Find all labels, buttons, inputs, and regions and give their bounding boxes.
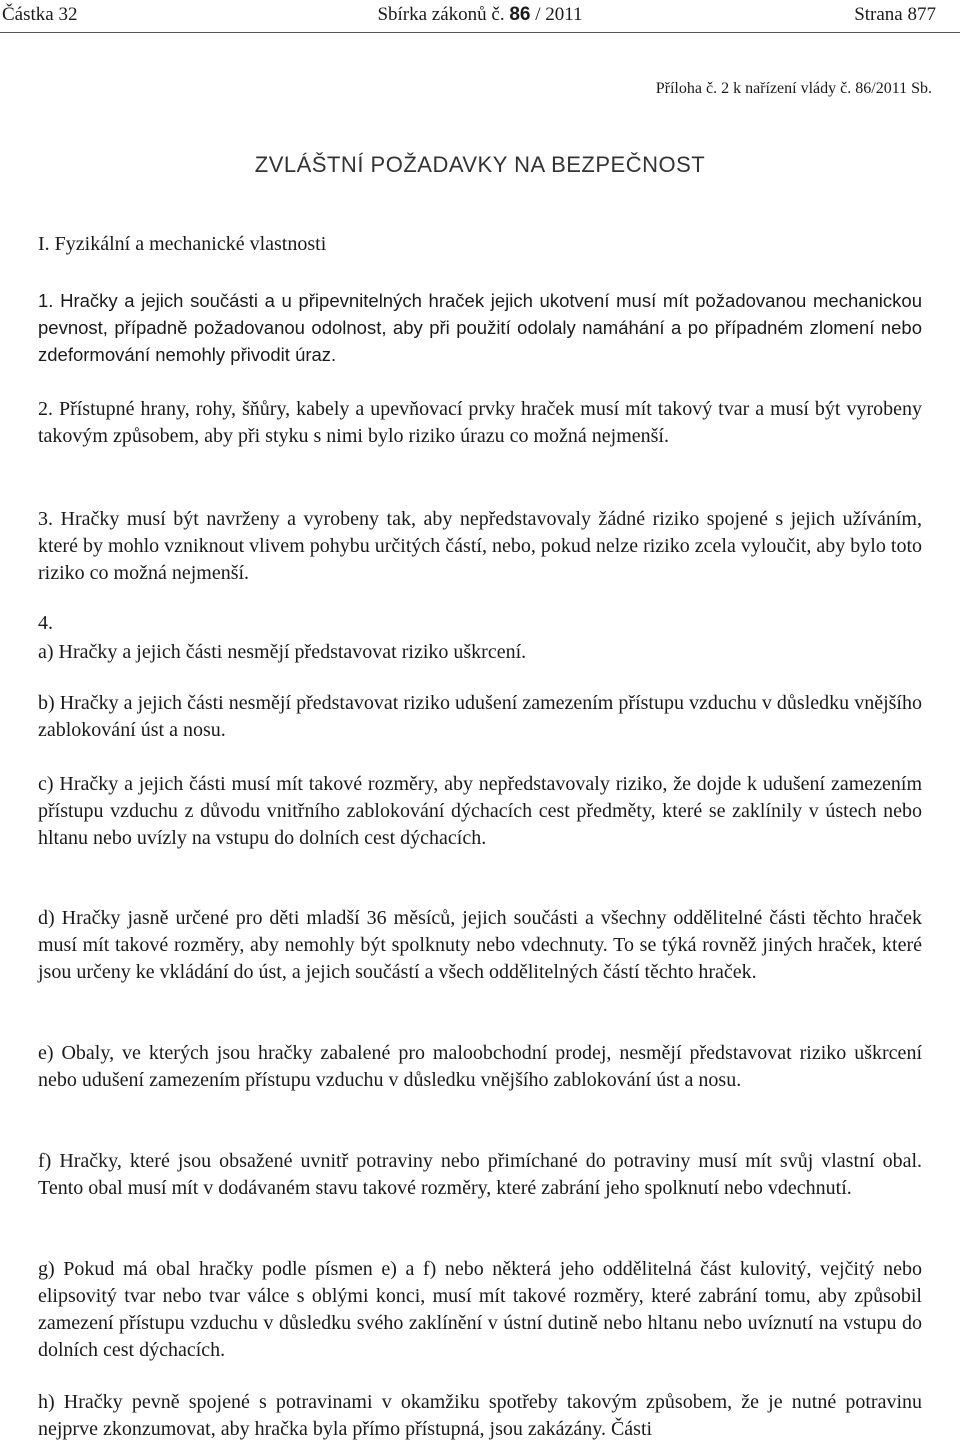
page-header [0,0,960,33]
paragraph-4h: h) Hračky pevně spojené s potravinami v okamžiku spotřeby takovým způsobem, že je nutné potravinu nejprve zkonzumovat, aby hračka byla přímo přístupná, jsou zakázány. Části [38,1391,922,1440]
collection-number: 86 [509,4,531,25]
paragraph-4a: a) Hračky a jejich části nesmějí představovat riziko uškrcení. [38,641,527,663]
issue-part: Částka 32 [2,4,78,25]
collection-title [0,4,960,26]
document-title: ZVLÁŠTNÍ POŽADAVKY NA BEZPEČNOST [254,152,706,177]
paragraph-4-number: 4. [38,612,53,634]
paragraph-4g: g) Pokud má obal hračky podle písmen e) a f) nebo některá jeho oddělitelná část kulovitý, vejčitý nebo elipsovitý tvar nebo tvar válce s oblými konci, musí mít takové rozměry, které zabrání tomu, aby způsobil zamezení přístupu vzduchu v důsledku svého zaklínění v ústní dutině nebo hltanu nebo uvíznutí na vstupu do dolních cest dýchacích. [38,1258,922,1361]
paragraph-4f: f) Hračky, které jsou obsažené uvnitř potraviny nebo přimíchané do potraviny musí mít svůj vlastní obal. Tento obal musí mít v dodávaném stavu takové rozměry, které zabrání jeho spolknutí nebo vdechnutí. [38,1150,922,1199]
paragraph-4b: b) Hračky a jejich části nesmějí představovat riziko udušení zamezením přístupu vzduchu v důsledku vnějšího zablokování úst a nosu. [38,692,922,741]
collection-prefix: Sbírka zákonů č. [377,4,510,25]
paragraph-1: 1. Hračky a jejich součásti a u připevnitelných hraček jejich ukotvení musí mít požadovanou mechanickou pevnost, případně požadovanou odolnost, aby při použití odolaly namáhání a po případném zlomení nebo zdeformování nemohly přivodit úraz. [38,290,922,365]
annex-reference: Příloha č. 2 k nařízení vlády č. 86/2011 Sb. [655,80,932,97]
paragraph-4c: c) Hračky a jejich části musí mít takové rozměry, aby nepředstavovaly riziko, že dojde k udušení zamezením přístupu vzduchu z důvodu vnitřního zablokování dýchacích cest předměty, které se zaklínily v ústech nebo hltanu nebo uvízly na vstupu do dolních cest dýchacích. [38,773,922,849]
paragraph-4d: d) Hračky jasně určené pro děti mladší 36 měsíců, jejich součásti a všechny oddělitelné části těchto hraček musí mít takové rozměry, aby nemohly být spolknuty nebo vdechnuty. To se týká rovněž jiných hraček, které jsou určeny ke vkládání do úst, a jejich součástí a všech oddělitelných částí těchto hraček. [38,907,922,983]
collection-year: / 2011 [530,4,583,25]
section-heading: I. Fyzikální a mechanické vlastnosti [38,233,327,255]
paragraph-3: 3. Hračky musí být navrženy a vyrobeny tak, aby nepředstavovaly žádné riziko spojené s jejich užíváním, které by mohlo vzniknout vlivem pohybu určitých částí, nebo, pokud nelze riziko zcela vyloučit, aby bylo toto riziko co možná nejmenší. [38,508,922,584]
paragraph-4e: e) Obaly, ve kterých jsou hračky zabalené pro maloobchodní prodej, nesmějí představovat riziko uškrcení nebo udušení zamezením přístupu vzduchu v důsledku vnějšího zablokování úst a nosu. [38,1042,922,1091]
page-number: Strana 877 [854,4,936,25]
paragraph-2: 2. Přístupné hrany, rohy, šňůry, kabely a upevňovací prvky hraček musí mít takový tvar a musí být vyrobeny takovým způsobem, aby při styku s nimi bylo riziko úrazu co možná nejmenší. [38,398,922,447]
